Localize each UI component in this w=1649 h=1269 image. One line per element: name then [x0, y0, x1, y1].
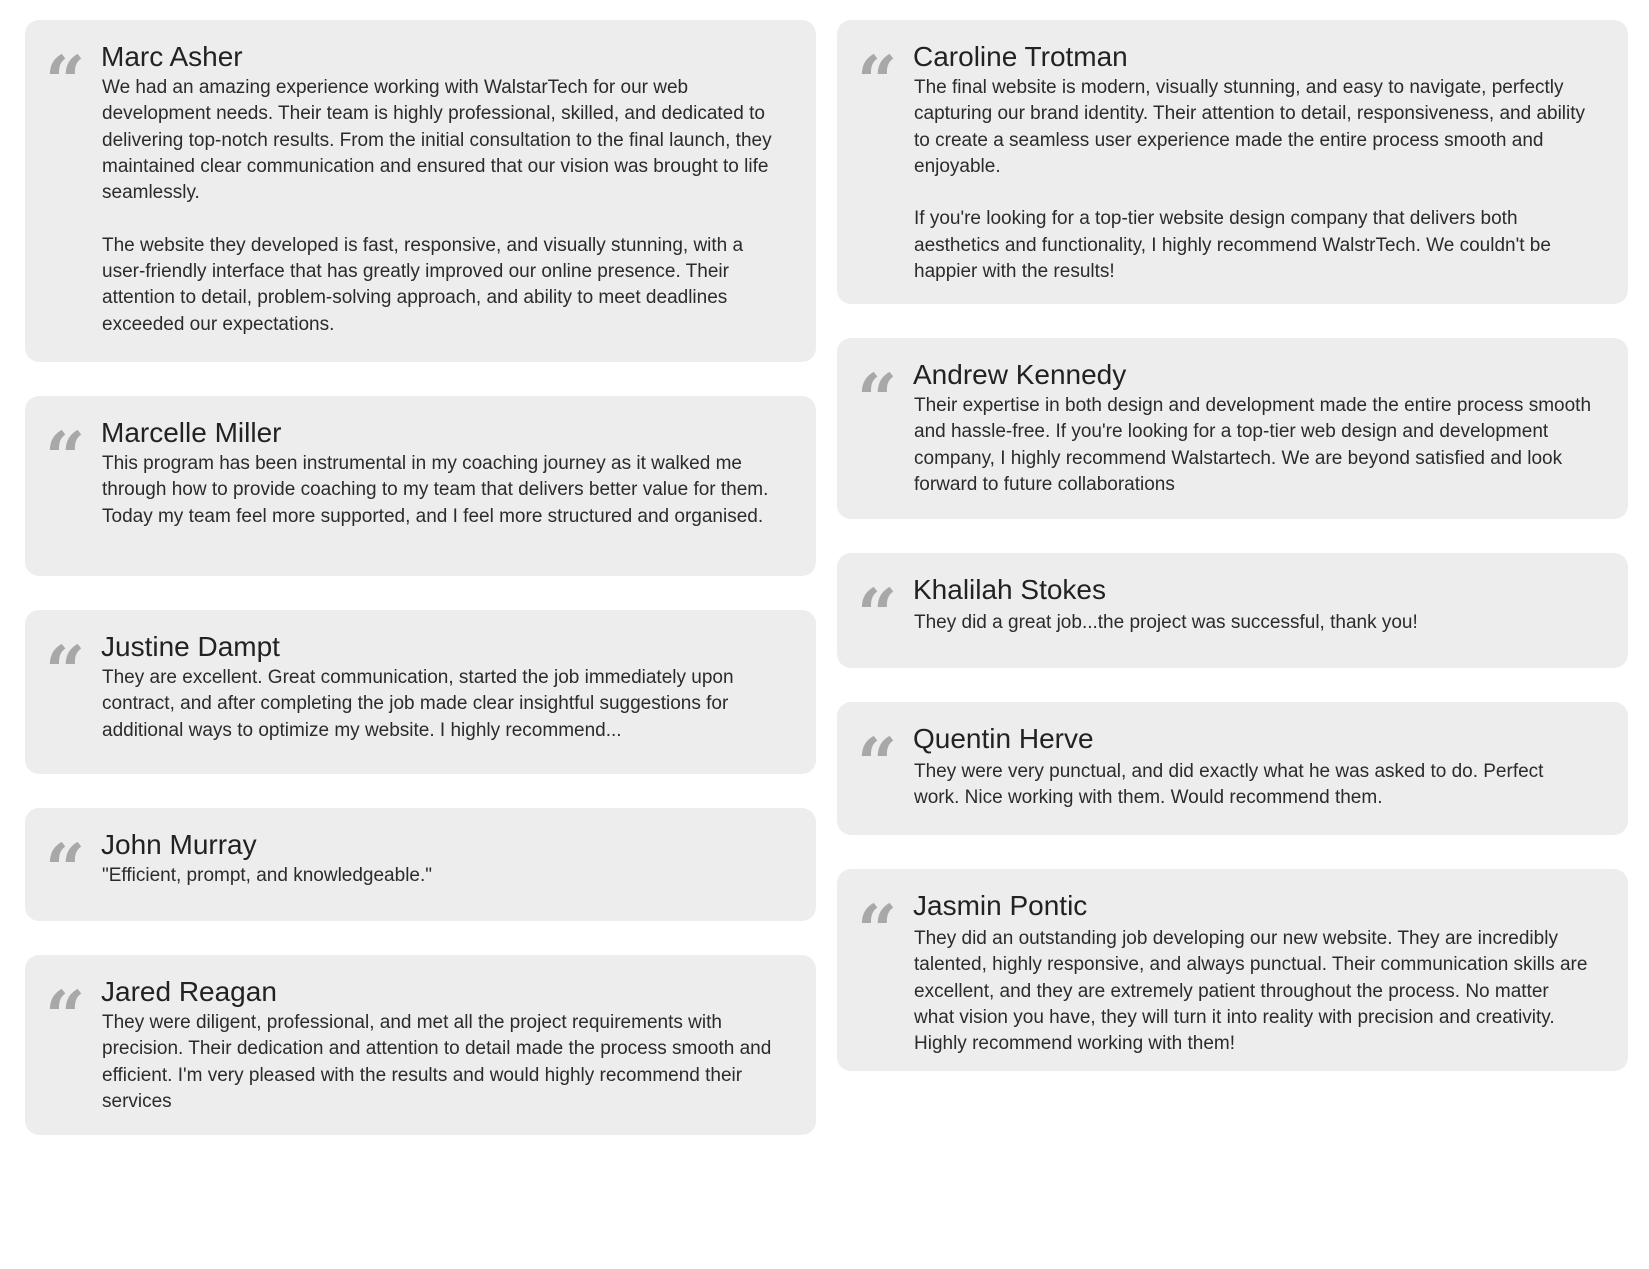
quote-mark-icon: “: [857, 722, 898, 805]
reviewer-name: Andrew Kennedy: [913, 359, 1127, 390]
testimonial-text: [102, 863, 782, 889]
testimonials-left-column: [25, 20, 816, 1169]
testimonial-text: [914, 610, 1594, 636]
testimonials-right-column: [837, 20, 1628, 1105]
testimonial-text: [102, 1010, 782, 1115]
testimonial-card-justine-dampt: [25, 610, 816, 774]
quote-mark-icon: “: [45, 975, 86, 1058]
quote-mark-icon: “: [857, 40, 898, 123]
testimonial-paragraph: They did an outstanding job developing our new website. They are incredibly talented, highly responsive, and always punctual. Their communication skills are excellent, and they are extremely patient throughout the process. No matter what vision you have, they will turn it into reality with precision and creativity. Highly recommend working with them!: [914, 928, 1588, 1055]
reviewer-name: Jasmin Pontic: [913, 890, 1088, 921]
reviewer-name: John Murray: [101, 829, 257, 860]
testimonial-card-quentin-herve: [837, 702, 1628, 835]
testimonial-text: [914, 759, 1594, 812]
testimonial-card-marcelle-miller: [25, 396, 816, 576]
testimonial-text: [914, 393, 1594, 498]
testimonial-paragraph: They were diligent, professional, and met all the project requirements with precision. Their dedication and attention to detail made the process smooth and efficient. I'm very pleased with the results and would highly recommend their services: [102, 1012, 772, 1112]
reviewer-name: Jared Reagan: [101, 976, 277, 1007]
testimonial-text: [102, 75, 782, 338]
reviewer-name: Khalilah Stokes: [913, 574, 1107, 605]
testimonial-card-john-murray: [25, 808, 816, 921]
testimonial-card-marc-asher: [25, 20, 816, 362]
reviewer-name: Justine Dampt: [101, 631, 280, 662]
quote-mark-icon: “: [857, 573, 898, 656]
testimonial-paragraph: Their expertise in both design and development made the entire process smooth and hassle-free. If you're looking for a top-tier web design and development company, I highly recommend Walstartech. We are beyond satisfied and look forward to future collaborations: [914, 395, 1592, 495]
testimonial-text: [914, 75, 1594, 285]
testimonial-paragraph: They are excellent. Great communication, started the job immediately upon contract, and after completing the job made clear insightful suggestions for additional ways to optimize my website. I highly recommend...: [102, 667, 734, 741]
testimonial-paragraph: They did a great job...the project was successful, thank you!: [914, 612, 1418, 633]
testimonial-paragraph: "Efficient, prompt, and knowledgeable.": [102, 865, 433, 886]
reviewer-name: Caroline Trotman: [913, 41, 1128, 72]
testimonial-paragraph: The website they developed is fast, responsive, and visually stunning, with a user-friendly interface that has greatly improved our online presence. Their attention to detail, problem-solving approach, and ability to meet deadlines exceeded our expectations.: [102, 234, 744, 335]
testimonial-paragraph: The final website is modern, visually stunning, and easy to navigate, perfectly capturing our brand identity. Their attention to detail, responsiveness, and ability to create a seamless user experience made the entire process smooth and enjoyable.: [914, 77, 1586, 177]
testimonial-card-jared-reagan: [25, 955, 816, 1135]
testimonial-paragraph: This program has been instrumental in my coaching journey as it walked me through how to provide coaching to my team that delivers better value for them. Today my team feel more supported, and I feel more structured and organised.: [102, 453, 769, 527]
quote-mark-icon: “: [45, 630, 86, 713]
testimonial-card-andrew-kennedy: [837, 338, 1628, 519]
testimonial-card-caroline-trotman: [837, 20, 1628, 304]
testimonial-paragraph: If you're looking for a top-tier website design company that delivers both aesthetics and functionality, I highly recommend WalstrTech. We couldn't be happier with the results!: [914, 208, 1551, 283]
quote-mark-icon: “: [857, 889, 898, 972]
reviewer-name: Marcelle Miller: [101, 417, 282, 448]
testimonial-card-jasmin-pontic: [837, 869, 1628, 1071]
quote-mark-icon: “: [45, 416, 86, 499]
testimonial-paragraph: We had an amazing experience working with WalstarTech for our web development needs. Their team is highly professional, skilled, and dedicated to delivering top-notch results. From the initial consultation to the final launch, they maintained clear communication and ensured that our vision was brought to life seamlessly.: [102, 77, 772, 204]
quote-mark-icon: “: [45, 40, 86, 123]
reviewer-name: Marc Asher: [101, 41, 243, 72]
testimonial-text: [914, 926, 1594, 1057]
testimonial-paragraph: They were very punctual, and did exactly what he was asked to do. Perfect work. Nice working with them. Would recommend them.: [914, 761, 1544, 809]
testimonial-text: [102, 451, 782, 530]
testimonial-card-khalilah-stokes: [837, 553, 1628, 668]
testimonial-text: [102, 665, 782, 744]
quote-mark-icon: “: [857, 358, 898, 441]
quote-mark-icon: “: [45, 828, 86, 911]
reviewer-name: Quentin Herve: [913, 723, 1094, 754]
